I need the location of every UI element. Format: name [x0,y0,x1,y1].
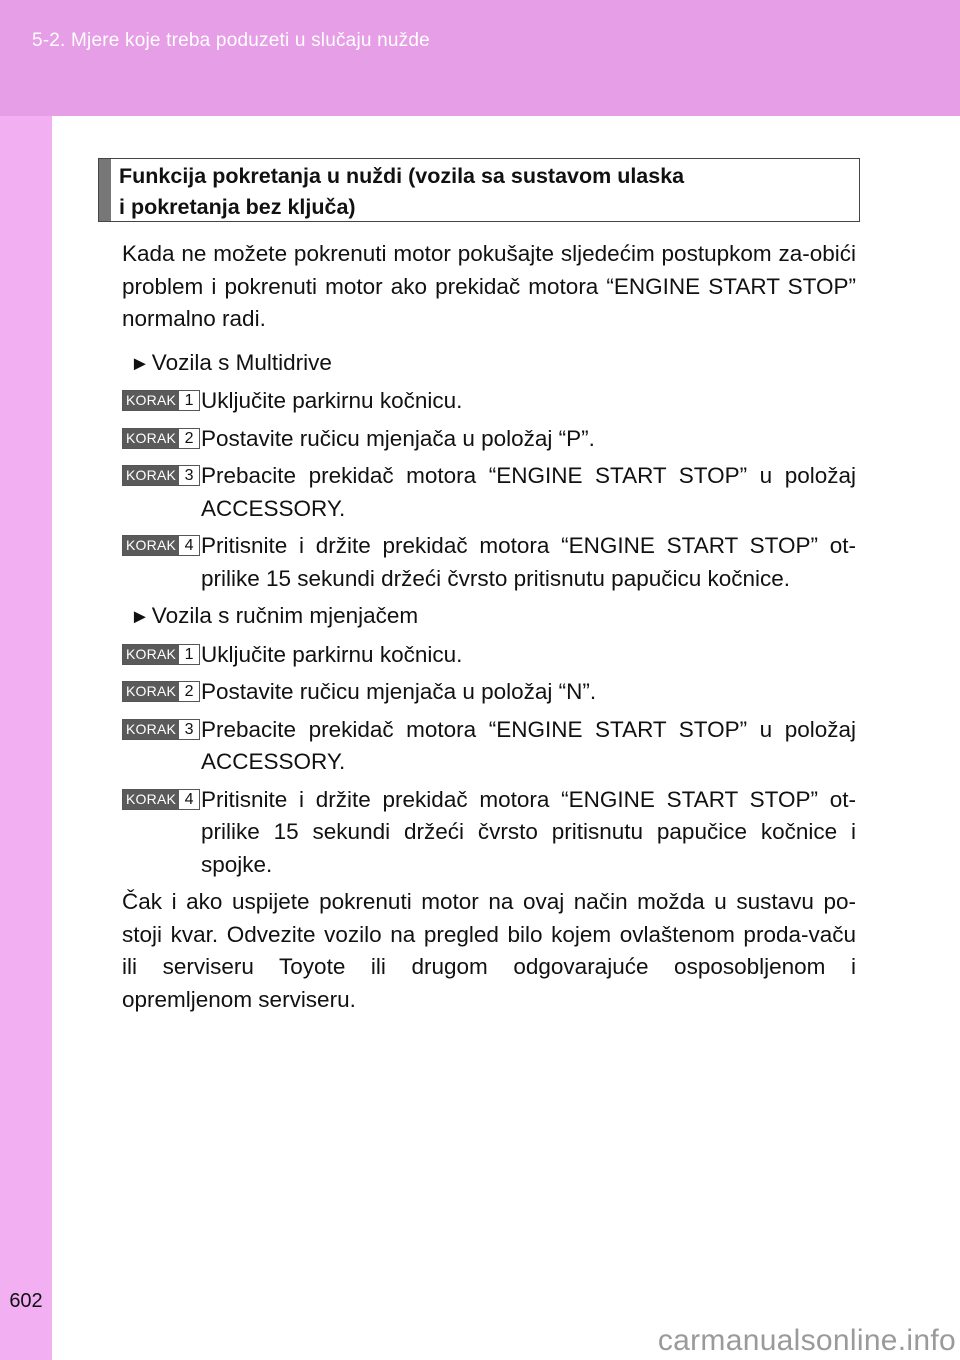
step-text: Uključite parkirnu kočnicu. [201,388,463,413]
step-text: Pritisnite i držite prekidač motora “ENGINE START STOP” ot-prilike 15 sekundi držeći čvrsto pritisnutu papučicu kočnice. [201,533,856,591]
section-title [119,161,684,223]
step-item [122,676,856,709]
main-content [122,238,856,1027]
step-item [122,460,856,525]
step-item [122,530,856,595]
step-item [122,714,856,779]
page-number: 602 [9,1290,43,1312]
step-badge: KORAK 3 [122,465,200,486]
step-badge: KORAK 4 [122,789,200,810]
watermark: carmanualsonline.info [657,1324,956,1357]
step-text: Uključite parkirnu kočnicu. [201,641,463,667]
step-item [122,784,856,882]
step-text: Prebacite prekidač motora “ENGINE START STOP” u položaj ACCESSORY. [201,716,856,774]
group-manual [122,600,856,881]
step-item [122,423,856,456]
title-bar-accent [99,159,111,221]
step-text: Postavite ručicu mjenjača u položaj “P”. [201,425,595,451]
triangle-bullet-icon: ► [130,352,150,375]
side-band [0,116,52,1360]
group-heading [130,347,856,381]
step-badge: KORAK 4 [122,535,200,556]
step-text: Pritisnite i držite prekidač motora “ENGINE START STOP” ot-prilike 15 sekundi držeći čvrsto pritisnutu papučice kočnice i spojke. [201,786,856,877]
closing-paragraph: Čak i ako uspijete pokrenuti motor na ovaj način možda u sustavu po-stoji kvar. Odvezite vozilo na pregled bilo kojem ovlaštenom proda-vaču ili serviseru Toyote ili drugom odgovarajuće osposobljenom i opremljenom serviseru. [122,889,856,1012]
step-item [122,385,856,418]
group-multidrive [122,347,856,596]
group-heading-label: Vozila s ručnim mjenjačem [151,603,419,628]
step-badge: KORAK 2 [122,428,200,449]
step-badge: KORAK 3 [122,719,200,740]
group-heading [130,600,856,634]
section-title-box [98,158,860,222]
step-badge: KORAK 1 [122,644,200,665]
step-text: Prebacite prekidač motora “ENGINE START STOP” u položaj ACCESSORY. [201,463,856,521]
triangle-bullet-icon: ► [130,606,150,628]
group-heading-label: Vozila s Multidrive [151,349,332,375]
step-item [122,639,856,672]
step-text: Postavite ručicu mjenjača u položaj “N”. [201,679,597,704]
section-title-line1: Funkcija pokretanja u nuždi (vozila sa sustavom ulaska [119,164,685,188]
section-header: 5-2. Mjere koje treba poduzeti u slučaju nužde [32,30,430,51]
step-badge: KORAK 2 [122,681,200,702]
header-band [0,0,960,116]
intro-paragraph: Kada ne možete pokrenuti motor pokušajte sljedećim postupkom za-obići problem i pokrenuti motor ako prekidač motora “ENGINE START STOP” normalno radi. [122,241,856,331]
step-badge: KORAK 1 [122,390,200,411]
section-title-line2: i pokretanja bez ključa) [119,195,356,219]
